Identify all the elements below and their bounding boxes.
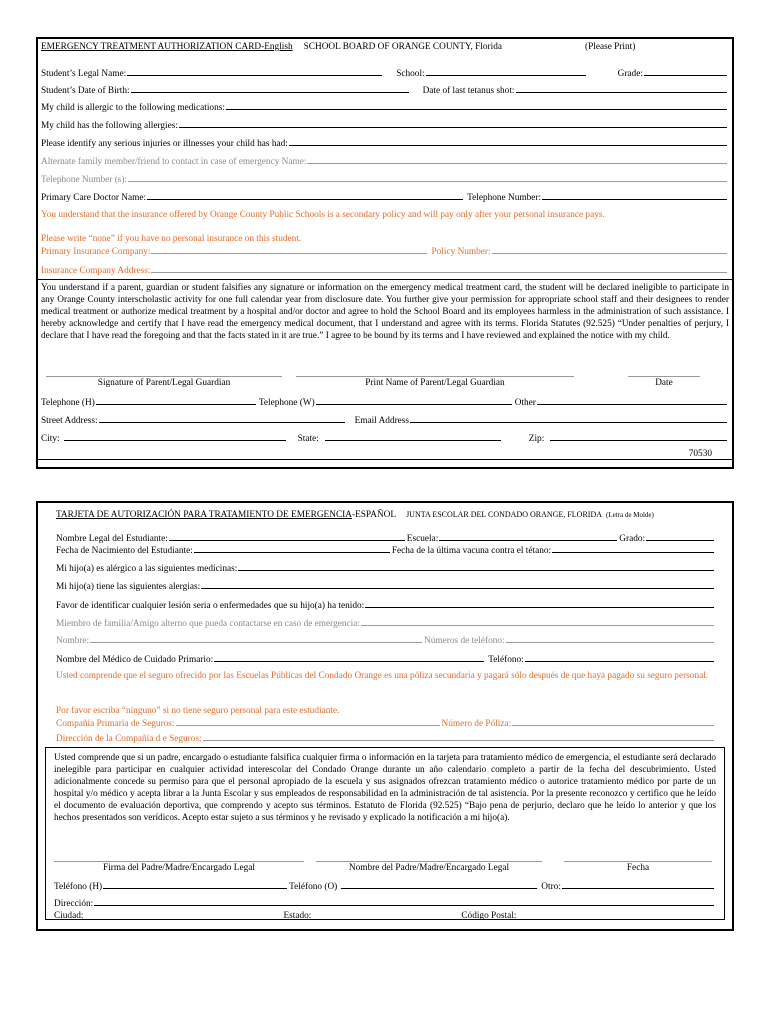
spanish-city-row <box>54 910 716 922</box>
injuries-field[interactable] <box>289 137 727 146</box>
insurance-address-label: Insurance Company Address: <box>41 266 151 276</box>
allergies-field[interactable] <box>179 119 727 128</box>
es-grade-field[interactable] <box>646 532 714 541</box>
primary-insurance-field[interactable] <box>151 245 427 254</box>
es-tel-home-label: Teléfono (H) <box>54 882 103 892</box>
spanish-card <box>36 501 734 931</box>
english-telephone-row <box>41 396 729 409</box>
english-insurance-address-row <box>41 264 729 277</box>
policy-number-field[interactable] <box>492 245 727 254</box>
es-zip-label: Código Postal: <box>461 911 517 921</box>
es-insurance-address-label: Dirección de la Compañía d e Seguros: <box>56 734 202 744</box>
alt-contact-field[interactable] <box>307 155 727 164</box>
english-dob-row <box>41 84 729 97</box>
es-tel-work-label: Teléfono (O) <box>289 882 338 892</box>
english-phone-numbers-row <box>41 173 729 186</box>
dob-label: Student’s Date of Birth: <box>41 86 130 96</box>
es-policy-number-label: Número de Póliza: <box>441 719 512 729</box>
english-divider <box>38 279 732 280</box>
english-insurance-notice <box>41 209 729 221</box>
spanish-primary-insurance-row <box>56 717 716 730</box>
es-doctor-field[interactable] <box>214 653 484 662</box>
grade-field[interactable] <box>644 67 727 76</box>
spanish-dob-row <box>56 544 716 557</box>
es-signature-label: Firma del Padre/Madre/Encargado Legal <box>103 863 255 873</box>
alt-contact-label: Alternate family member/friend to contact in case of emergency Name: <box>41 157 307 167</box>
doctor-phone-label: Telephone Number: <box>467 193 542 203</box>
es-phone-numbers-field[interactable] <box>506 634 714 643</box>
english-allergies-row <box>41 119 729 132</box>
es-signature-line[interactable] <box>54 861 304 862</box>
tel-work-label: Telephone (W) <box>258 398 315 408</box>
es-print-name-line[interactable] <box>316 861 542 862</box>
phone-numbers-field[interactable] <box>128 173 727 182</box>
spanish-title-suffix: -ESPAÑOL <box>351 510 397 520</box>
tel-home-field[interactable] <box>96 396 256 405</box>
es-state-label: Estado: <box>283 911 312 921</box>
english-street-row <box>41 414 729 427</box>
zip-label: Zip: <box>528 434 545 444</box>
english-signature-label: Signature of Parent/Legal Guardian <box>97 378 231 388</box>
english-date-line[interactable] <box>628 376 700 377</box>
es-allergies-field[interactable] <box>201 580 714 589</box>
school-label: School: <box>396 69 425 79</box>
es-legal-name-label: Nombre Legal del Estudiante: <box>56 534 168 544</box>
english-alt-contact-row <box>41 155 729 168</box>
insurance-address-field[interactable] <box>151 264 727 273</box>
doctor-field[interactable] <box>147 191 463 200</box>
spanish-header <box>56 509 716 521</box>
dob-field[interactable] <box>131 84 409 93</box>
english-title: EMERGENCY TREATMENT AUTHORIZATION CARD-English <box>41 42 293 52</box>
es-doctor-phone-label: Teléfono: <box>488 655 524 665</box>
es-write-none-text: Por favor escriba “ninguno” si no tiene seguro personal para este estudiante. <box>56 706 340 716</box>
tetanus-field[interactable] <box>516 84 728 93</box>
primary-insurance-label: Primary Insurance Company: <box>41 247 151 257</box>
es-alt-contact-field[interactable] <box>361 617 714 626</box>
es-injuries-field[interactable] <box>365 599 714 608</box>
insurance-notice-text: You understand that the insurance offered by Orange County Public Schools is a secondary policy and will pay only after your personal insurance pays. <box>41 210 605 220</box>
phone-numbers-label: Telephone Number (s): <box>41 175 128 185</box>
english-header <box>41 41 729 53</box>
es-primary-insurance-field[interactable] <box>176 717 440 726</box>
es-tel-work-field[interactable] <box>341 880 537 889</box>
es-doctor-label: Nombre del Médico de Cuidado Primario: <box>56 655 214 665</box>
spanish-please-print: (Letra de Molde) <box>606 511 654 519</box>
es-tetanus-label: Fecha de la última vacuna contra el tétano: <box>391 546 552 556</box>
email-label: Email Address <box>354 416 410 426</box>
state-label: State: <box>297 434 319 444</box>
street-label: Street Address: <box>41 416 98 426</box>
es-name-label: Nombre: <box>56 636 90 646</box>
english-doctor-row <box>41 191 729 204</box>
es-tetanus-field[interactable] <box>552 544 714 553</box>
state-field[interactable] <box>325 432 501 441</box>
spanish-title: TARJETA DE AUTORIZACIÓN PARA TRATAMIENTO DE EMERGENCIA <box>56 510 352 520</box>
medications-label: My child is allergic to the following medications: <box>41 103 225 113</box>
tetanus-label: Date of last tetanus shot: <box>422 86 515 96</box>
english-bottom-divider <box>38 459 732 460</box>
policy-number-label: Policy Number: <box>431 247 491 257</box>
es-allergies-label: Mi hijo(a) tiene las siguientes alergias: <box>56 582 201 592</box>
es-address-field[interactable] <box>94 897 714 906</box>
legal-name-field[interactable] <box>127 67 382 76</box>
grade-label: Grade: <box>617 69 643 79</box>
spanish-allergies-row <box>56 580 716 593</box>
es-injuries-label: Favor de identificar cualquier lesión seria o enfermedades que su hijo(a) ha tenido: <box>56 601 365 611</box>
english-school-board: SCHOOL BOARD OF ORANGE COUNTY, Florida <box>303 42 502 52</box>
spanish-school-board: JUNTA ESCOLAR DEL CONDADO ORANGE, FLORIDA <box>406 510 603 519</box>
write-none-text: Please write “none” if you have no personal insurance on this student. <box>41 234 302 244</box>
es-address-label: Dirección: <box>54 899 94 909</box>
city-label: City: <box>41 434 60 444</box>
spanish-consent-text: Usted comprende que si un padre, encargado o estudiante falsifica cualquier firma o información en la tarjeta para tratamiento médico de emergencia, el estudiante será declarado inelegible para participar en cualquier actividad interescolar del Condado Orange durante un año calendario completo a partir de la fecha del descubrimiento. Usted adicionalmente concede su permiso para que el personal apropiado de la escuela y sus asignados ofrezcan tratamiento médico o autorice tratamiento médico por parte de un hospital y/o médico y acepta librar a la Junta Escolar y sus empleados de responsabilidad en la administración de tal asistencia. Por la presente reconozco y certifico que he leído el documento de evaluación deportiva, que comprendo y acepto sus términos. Estatuto de Florida (92.525) “Bajo pena de perjurio, declaro que he leído lo anterior y que los hechos presentados son verídicos. Acepto estar sujeto a sus términos y he revisado y explicado la notificación a mi hijo(a). <box>54 753 716 823</box>
english-date-label: Date <box>655 378 673 388</box>
es-insurance-address-field[interactable] <box>203 732 714 741</box>
es-dob-field[interactable] <box>194 544 390 553</box>
es-print-name-label: Nombre del Padre/Madre/Encargado Legal <box>348 863 510 873</box>
es-alt-contact-label: Miembro de familia/Amigo alterno que pueda contactarse en caso de emergencia: <box>56 619 360 629</box>
english-print-name-label: Print Name of Parent/Legal Guardian <box>365 378 505 388</box>
medications-field[interactable] <box>226 101 727 110</box>
tel-home-label: Telephone (H) <box>41 398 95 408</box>
spanish-injuries-row <box>56 599 716 612</box>
es-date-label: Fecha <box>626 863 650 873</box>
zip-field[interactable] <box>550 432 727 441</box>
es-school-field[interactable] <box>439 532 617 541</box>
english-medications-row <box>41 101 729 114</box>
email-field[interactable] <box>410 414 727 423</box>
city-field[interactable] <box>64 432 286 441</box>
spanish-insurance-address-row <box>56 732 716 745</box>
es-primary-insurance-label: Compañía Primaria de Seguros: <box>56 719 175 729</box>
english-city-row <box>41 432 729 445</box>
es-tel-home-field[interactable] <box>103 880 287 889</box>
english-card <box>36 37 734 469</box>
es-phone-numbers-label: Números de teléfono: <box>424 636 505 646</box>
es-policy-number-field[interactable] <box>512 717 714 726</box>
es-doctor-phone-field[interactable] <box>525 653 714 662</box>
street-field[interactable] <box>99 414 345 423</box>
spanish-address-row <box>54 897 716 910</box>
tel-work-field[interactable] <box>316 396 512 405</box>
spanish-name-row <box>56 634 716 647</box>
spanish-doctor-row <box>56 653 716 666</box>
spanish-telephone-row <box>54 880 716 893</box>
form-number: 70530 <box>688 449 712 459</box>
other-label: Other <box>514 398 536 408</box>
english-primary-insurance-row <box>41 245 729 258</box>
allergies-label: My child has the following allergies: <box>41 121 178 131</box>
injuries-label: Please identify any serious injuries or illnesses your child has had: <box>41 139 288 149</box>
doctor-phone-field[interactable] <box>542 191 727 200</box>
english-please-print: (Please Print) <box>584 42 636 52</box>
spanish-write-none <box>56 705 716 717</box>
legal-name-label: Student’s Legal Name: <box>41 69 127 79</box>
doctor-label: Primary Care Doctor Name: <box>41 193 147 203</box>
es-name-field[interactable] <box>90 634 422 643</box>
spanish-consent-box <box>45 747 725 920</box>
es-legal-name-field[interactable] <box>169 532 405 541</box>
english-injuries-row <box>41 137 729 150</box>
spanish-medications-row <box>56 562 716 575</box>
es-other-label: Otro: <box>541 882 561 892</box>
es-medications-field[interactable] <box>238 562 714 571</box>
english-consent-text: You understand if a parent, guardian or student falsifies any signature or information on the emergency medical treatment card, the student will be declared ineligible to participate in any Orange County interscholastic activity for one full calendar year from disclosure date. You further give your permission for appropriate school staff and their designees to render medical treatment or authorize medical treatment by a hospital and/or doctor and agree to hold the School Board and its employees harmless in the administration of such assistance. I hereby acknowledge and certify that I have read the emergency medical document, that I understand and agree with its terms. Florida Statutes (92.525) “Under penalties of perjury, I declare that I have read the foregoing and that the facts stated in it are true.” I agree to be bound by its terms and I have reviewed and explained the notice with my child. <box>41 283 729 341</box>
es-dob-label: Fecha de Nacimiento del Estudiante: <box>56 546 193 556</box>
es-city-label: Ciudad: <box>54 911 84 921</box>
english-legal-name-row <box>41 67 729 80</box>
es-school-label: Escuela: <box>406 534 439 544</box>
es-grade-label: Grado: <box>619 534 646 544</box>
school-field[interactable] <box>426 67 586 76</box>
other-field[interactable] <box>537 396 727 405</box>
english-write-none <box>41 233 729 245</box>
es-date-line[interactable] <box>564 861 712 862</box>
spanish-insurance-notice: Usted comprende que el seguro ofrecido por las Escuelas Públicas del Condado Orange es una póliza secundaria y pagará sólo después de que haya pagado su seguro personal. <box>56 671 709 681</box>
english-print-name-line[interactable] <box>296 376 574 377</box>
spanish-alt-contact-row <box>56 617 716 630</box>
es-other-field[interactable] <box>562 880 714 889</box>
english-signature-line[interactable] <box>46 376 282 377</box>
es-medications-label: Mi hijo(a) es alérgico a las siguientes medicinas: <box>56 564 238 574</box>
